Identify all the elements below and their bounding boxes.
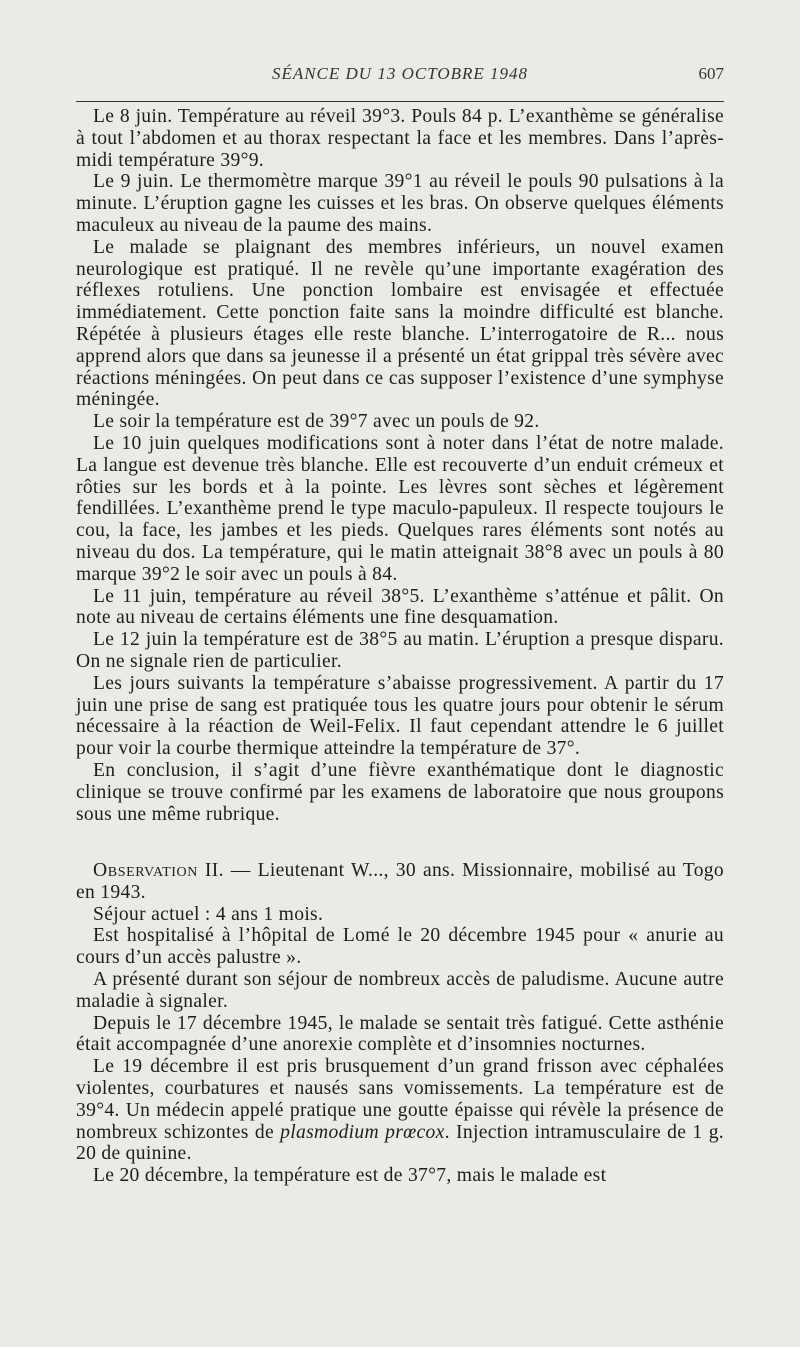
paragraph: Le 10 juin quelques modifications sont à noter dans l’état de notre malade. La langue est devenue très blanche. Elle est recouverte d’un enduit crémeux et rôties sur les bords et à la pointe. Les lèvres sont sèches et légèrement fendillées. L’exanthème prend le type maculo-papuleux. Il respecte toujours le cou, la face, les jambes et les pieds. Quelques rares éléments sont notés au niveau du dos. La température, qui le matin atteignait 38°8 avec un pouls à 80 marque 39°2 le soir avec un pouls à 84.	[76, 432, 724, 585]
paragraph: En conclusion, il s’agit d’une fièvre exanthématique dont le diagnostic clinique se trouve confirmé par les examens de laboratoire que nous groupons sous une même rubrique.	[76, 759, 724, 825]
paragraph: Depuis le 17 décembre 1945, le malade se sentait très fatigué. Cette asthénie était accompagnée d’une anorexie complète et d’insomnies nocturnes.	[76, 1012, 724, 1056]
paragraph: Le 12 juin la température est de 38°5 au matin. L’éruption a presque disparu. On ne signale rien de particulier.	[76, 629, 724, 672]
running-title: SÉANCE DU 13 OCTOBRE 1948	[271, 64, 529, 83]
page-number: 607	[698, 64, 724, 83]
case-1-text	[76, 106, 724, 825]
header-rule	[76, 101, 724, 102]
observation-heading	[76, 860, 724, 904]
paragraph: Les jours suivants la température s’abaisse progressivement. A partir du 17 juin une prise de sang est pratiquée tous les quatre jours pour obtenir le sérum nécessaire à la réaction de Weil-Felix. Il faut cependant attendre le 6 juillet pour voir la courbe thermique atteindre la température de 37°.	[76, 672, 724, 760]
paragraph-text: . Injection intramusculaire de 1 g. 20 de quinine.	[76, 1121, 725, 1165]
paragraph: Séjour actuel : 4 ans 1 mois.	[93, 903, 324, 925]
paragraph: Le 11 juin, température au réveil 38°5. L’exanthème s’atténue et pâlit. On note au niveau de certains éléments une fine desquamation.	[76, 585, 724, 629]
paragraph: Le malade se plaignant des membres inférieurs, un nouvel examen neurologique est pratiqué. Il ne revèle qu’une importante exagération des réflexes rotuliens. Une ponction lombaire est envisagée et effectuée immédiatement. Cette ponction faite sans la moindre difficulté est blanche. Répétée à plusieurs étages elle reste blanche. L’interrogatoire de R... nous apprend alors que dans sa jeunesse il a présenté un état grippal très sévère avec réactions méningées. On peut dans ce cas supposer l’existence d’une symphyse méningée.	[76, 236, 724, 411]
species-name: plasmodium prœcox	[280, 1121, 445, 1143]
paragraph-continued: Le 20 décembre, la température est de 37°7, mais le malade est	[93, 1165, 607, 1187]
observation-heading-text: II. — Lieutenant W..., 30 ans. Missionnaire, mobilisé au Togo en 1943.	[76, 860, 724, 903]
observation-2	[76, 860, 724, 1187]
paragraph-text: Le 19 décembre il est pris brusquement d’un grand frisson avec céphalées violentes, courbatures et nausés sans vomissements. La température est de 39°4. Un médecin appelé pratique une goutte épaisse qui révèle la présence de nombreux schizontes de	[76, 1056, 724, 1143]
paragraph: Le 8 juin. Température au réveil 39°3. Pouls 84 p. L’exanthème se généralise à tout l’abdomen et au thorax respectant la face et les membres. Dans l’après-midi température 39°9.	[76, 106, 724, 171]
observation-label: Observation	[93, 860, 198, 881]
paragraph: Est hospitalisé à l’hôpital de Lomé le 20 décembre 1945 pour « anurie au cours d’un accès palustre ».	[76, 925, 724, 969]
paragraph	[76, 1056, 724, 1165]
page-header	[76, 62, 724, 92]
paragraph: A présenté durant son séjour de nombreux accès de paludisme. Aucune autre maladie à signaler.	[76, 968, 724, 1012]
paragraph: Le 9 juin. Le thermomètre marque 39°1 au réveil le pouls 90 pulsations à la minute. L’éruption gagne les cuisses et les bras. On observe quelques éléments maculeux au niveau de la paume des mains.	[76, 171, 724, 236]
paragraph: Le soir la température est de 39°7 avec un pouls de 92.	[93, 411, 540, 433]
